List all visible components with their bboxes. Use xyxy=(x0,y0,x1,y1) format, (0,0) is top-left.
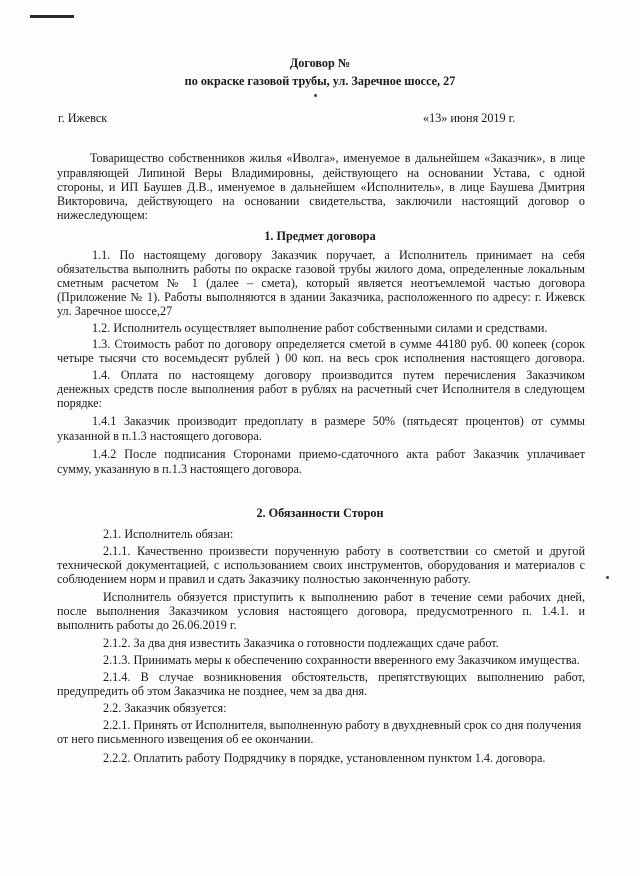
document-title: Договор № xyxy=(289,56,351,70)
section1-line: 1.1. По настоящему договору Заказчик поручает, а Исполнитель принимает на себя xyxy=(92,248,585,262)
section1-line: 1.2. Исполнитель осуществляет выполнение работ собственными силами и средствами. xyxy=(92,321,548,335)
section1-line: указанной в п.1.3 настоящего договора. xyxy=(57,429,262,443)
contract-date: «13» июня 2019 г. xyxy=(423,111,516,125)
city: г. Ижевск xyxy=(58,111,108,125)
section1-line: сметным расчетом № 1 (далее – смета), который является неотъемлемой частью договора xyxy=(57,276,585,290)
intro-line: Товарищество собственников жилья «Иволга», именуемое в дальнейшем «Заказчик», в лице xyxy=(90,151,585,165)
intro-line: управляющей Липиной Веры Владимировны, действующего на основании Устава, с одной xyxy=(57,166,585,180)
section2-line: 2.1.1. Качественно произвести порученную работу в соответствии со сметой и другой xyxy=(103,544,585,558)
document-subtitle: по окраске газовой трубы, ул. Заречное шоссе, 27 xyxy=(184,74,456,88)
section2-line: 2.2. Заказчик обязуется: xyxy=(103,701,227,715)
intro-line: нижеследующем: xyxy=(57,208,149,222)
section1-line: (Приложение № 1). Работы выполняются в здании Заказчика, расположенного по адресу: г. Ижевск xyxy=(57,290,585,304)
section2-line: 2.1. Исполнитель обязан: xyxy=(103,527,234,541)
section2-line: 2.2.1. Принять от Исполнителя, выполненную работу в двухдневный срок со дня получения xyxy=(103,718,582,732)
scan-speck xyxy=(606,576,609,579)
section2-line: выполнить работы до 26.06.2019 г. xyxy=(57,618,237,632)
section1-line: ул. Заречное шоссе,27 xyxy=(57,304,173,318)
section2-line: от него письменного извещения об ее окончании. xyxy=(57,732,314,746)
section1-line: обязательства выполнить работы по окраске газовой трубы жилого дома, определенные локальным xyxy=(57,262,585,276)
section2-line: 2.1.3. Принимать меры к обеспечению сохранности вверенного ему Заказчиком имущества. xyxy=(103,653,580,667)
section1-line: 1.4.2 После подписания Сторонами приемо-сдаточного акта работ Заказчик уплачивает xyxy=(92,447,585,461)
section-heading: 1. Предмет договора xyxy=(264,229,376,243)
section2-line: 2.1.4. В случае возникновения обстоятельств, препятствующих выполнению работ, xyxy=(103,670,585,684)
section1-line: денежных средств после выполнения работ в рублях на расчетный счет Исполнителя в следующем xyxy=(57,382,585,396)
section2-line: предупредить об этом Заказчика не позднее, чем за два дня. xyxy=(57,684,368,698)
section1-line: четыре тысячи сто восемьдесят рублей ) 00 коп. на весь срок исполнения настоящего договора. xyxy=(57,351,585,365)
intro-line: Викторовича, действующего на основании свидетельства, заключили настоящий договор о xyxy=(57,194,585,208)
scan-edge-mark xyxy=(30,15,74,18)
section2-line: 2.2.2. Оплатить работу Подрядчику в порядке, установленном пунктом 1.4. договора. xyxy=(103,751,546,765)
section2-line: технической документацией, с использованием своих инструментов, оборудования и материалов с xyxy=(57,558,585,572)
section1-line: сумму, указанную в п.1.3 настоящего договора. xyxy=(57,462,302,476)
scan-speck xyxy=(314,94,317,97)
section1-line: 1.4.1 Заказчик производит предоплату в размере 50% (пятьдесят процентов) от суммы xyxy=(92,414,585,428)
intro-line: стороны, и ИП Баушев Д.В., именуемое в дальнейшем «Исполнитель», в лице Баушева Дмитрия xyxy=(57,180,585,194)
section-heading: 2. Обязанности Сторон xyxy=(256,506,384,520)
section1-line: порядке: xyxy=(57,396,102,410)
section1-line: 1.4. Оплата по настоящему договору производится путем перечисления Заказчиком xyxy=(92,368,585,382)
section2-line: после выполнения Заказчиком условия настоящего договора, предусмотренного п. 1.4.1. и xyxy=(57,604,585,618)
section2-line: Исполнитель обязуется приступить к выполнению работ в течение семи рабочих дней, xyxy=(103,590,585,604)
section2-line: соблюдением норм и правил и сдать Заказчику полностью законченную работу. xyxy=(57,572,471,586)
section2-line: 2.1.2. За два дня известить Заказчика о готовности подлежащих сдаче работ. xyxy=(103,636,499,650)
section1-line: 1.3. Стоимость работ по договору определяется сметой в сумме 44180 руб. 00 копеек (сорок xyxy=(92,337,585,351)
